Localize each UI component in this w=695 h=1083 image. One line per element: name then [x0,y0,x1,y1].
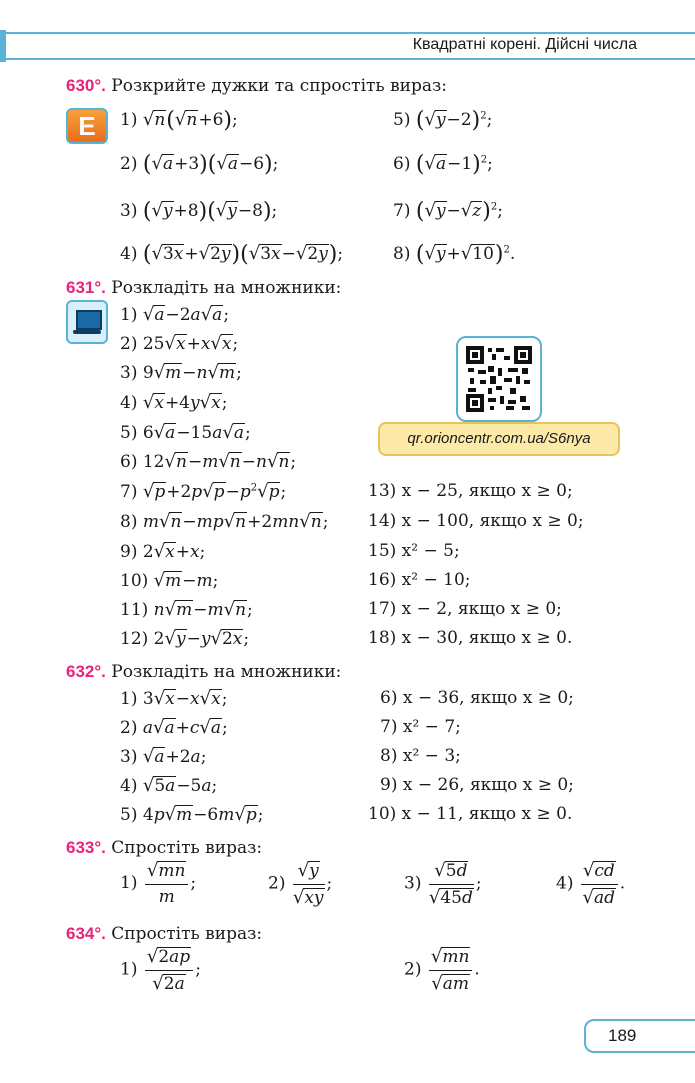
ex631-item-12: 12) 2√y−y√2x; [120,628,250,649]
ex630-item-3: 3) (√y+8)(√y−8); [120,199,278,224]
exercise-number: 632°. [66,662,106,681]
ex632-item-2: 2) a√a+c√a; [120,717,228,738]
ex632-item-3: 3) √a+2a; [120,746,207,767]
ex631-item-7: 7) $√p+2p√p-p^2√p$; [120,481,287,502]
ex631-item-3: 3) 9√m−n√m; [120,362,242,383]
ex631-item-4: 4) √x+4y√x; [120,392,228,413]
ex634-item-1: 1) $\frac{√2ap}{√2a}$ ; [120,946,201,994]
ex632-item-8: 8) x² − 3; [380,746,461,766]
ex630-item-5: 5) $(√y-2)^2$; [393,108,493,133]
ex631-item-9: 9) 2√x+x; [120,541,206,562]
ex631-item-15: 15) x² − 5; [368,541,460,561]
exercise-630-heading [66,76,447,96]
ex631-item-10: 10) √m−m; [120,570,219,591]
page-number: 189 [584,1019,695,1053]
exercise-prompt: Розкладіть на множники: [111,662,342,682]
ex632-item-7: 7) x² − 7; [380,717,461,737]
ex632-item-1: 1) 3√x−x√x; [120,688,228,709]
exercise-number: 630°. [66,76,106,95]
ex633-item-2: 2) $\frac{√y}{√xy}$ ; [268,860,333,908]
ex633-item-4: 4) $\frac{√cd}{√ad}$ . [556,860,626,908]
ex632-item-4: 4) √5a−5a; [120,775,218,796]
ex630-item-1: 1) √n(√n+6); [120,108,238,133]
ex631-item-18: 18) x − 30, якщо x ≥ 0. [368,628,573,648]
ex630-item-7: 7) $(√y-√z)^2$; [393,199,503,224]
ex633-item-1: 1) $\frac{√mn}{m}$ ; [120,860,197,907]
ex631-item-11: 11) n√m−m√n; [120,599,253,620]
page-title: Квадратні корені. Дійсні числа [412,36,637,53]
ex631-item-1: 1) √a−2a√a; [120,304,230,325]
exercise-632-heading [66,662,341,682]
ex631-item-16: 16) x² − 10; [368,570,471,590]
exercise-prompt: Розкладіть на множники: [111,278,342,298]
exercise-prompt: Розкрийте дужки та спростіть вираз: [111,76,448,96]
ex631-item-13: 13) x − 25, якщо x ≥ 0; [368,481,573,501]
exercise-number: 633°. [66,838,106,857]
ex630-item-2: 2) (√a+3)(√a−6); [120,152,279,177]
exercise-634-heading [66,924,262,944]
ex631-item-2: 2) 25√x+x√x; [120,333,239,354]
ex630-item-4: 4) (√3x+√2y)(√3x−√2y); [120,242,344,267]
qr-code[interactable] [456,336,542,422]
exercise-631-heading [66,278,341,298]
ex632-item-10: 10) x − 11, якщо x ≥ 0. [368,804,573,824]
ex634-item-2: 2) $\frac{√mn}{√am}$ . [404,946,480,994]
exercise-number: 634°. [66,924,106,943]
qr-link[interactable]: qr.orioncentr.com.ua/S6nya [378,422,620,456]
qr-code-icon [466,346,532,412]
ex630-item-8: 8) $(√y+√10)^2$. [393,242,516,267]
ex632-item-6: 6) x − 36, якщо x ≥ 0; [380,688,574,708]
computer-icon [66,300,108,344]
exercise-number: 631°. [66,278,106,297]
ex631-item-6: 6) 12√n−m√n−n√n; [120,451,297,472]
exercise-prompt: Спростіть вираз: [111,838,263,858]
ex633-item-3: 3) $\frac{√5d}{√45d}$ ; [404,860,482,908]
ex631-item-5: 5) 6√a−15a√a; [120,422,251,443]
ex631-item-8: 8) m√n−mp√n+2mn√n; [120,511,329,532]
ex630-item-6: 6) $(√a-1)^2$; [393,152,493,177]
ex632-item-9: 9) x − 26, якщо x ≥ 0; [380,775,574,795]
ex631-item-14: 14) x − 100, якщо x ≥ 0; [368,511,584,531]
exercise-633-heading [66,838,262,858]
exercise-prompt: Спростіть вираз: [111,924,263,944]
ex631-item-17: 17) x − 2, якщо x ≥ 0; [368,599,562,619]
ex632-item-5: 5) 4p√m−6m√p; [120,804,264,825]
level-e-icon: E [66,108,108,144]
